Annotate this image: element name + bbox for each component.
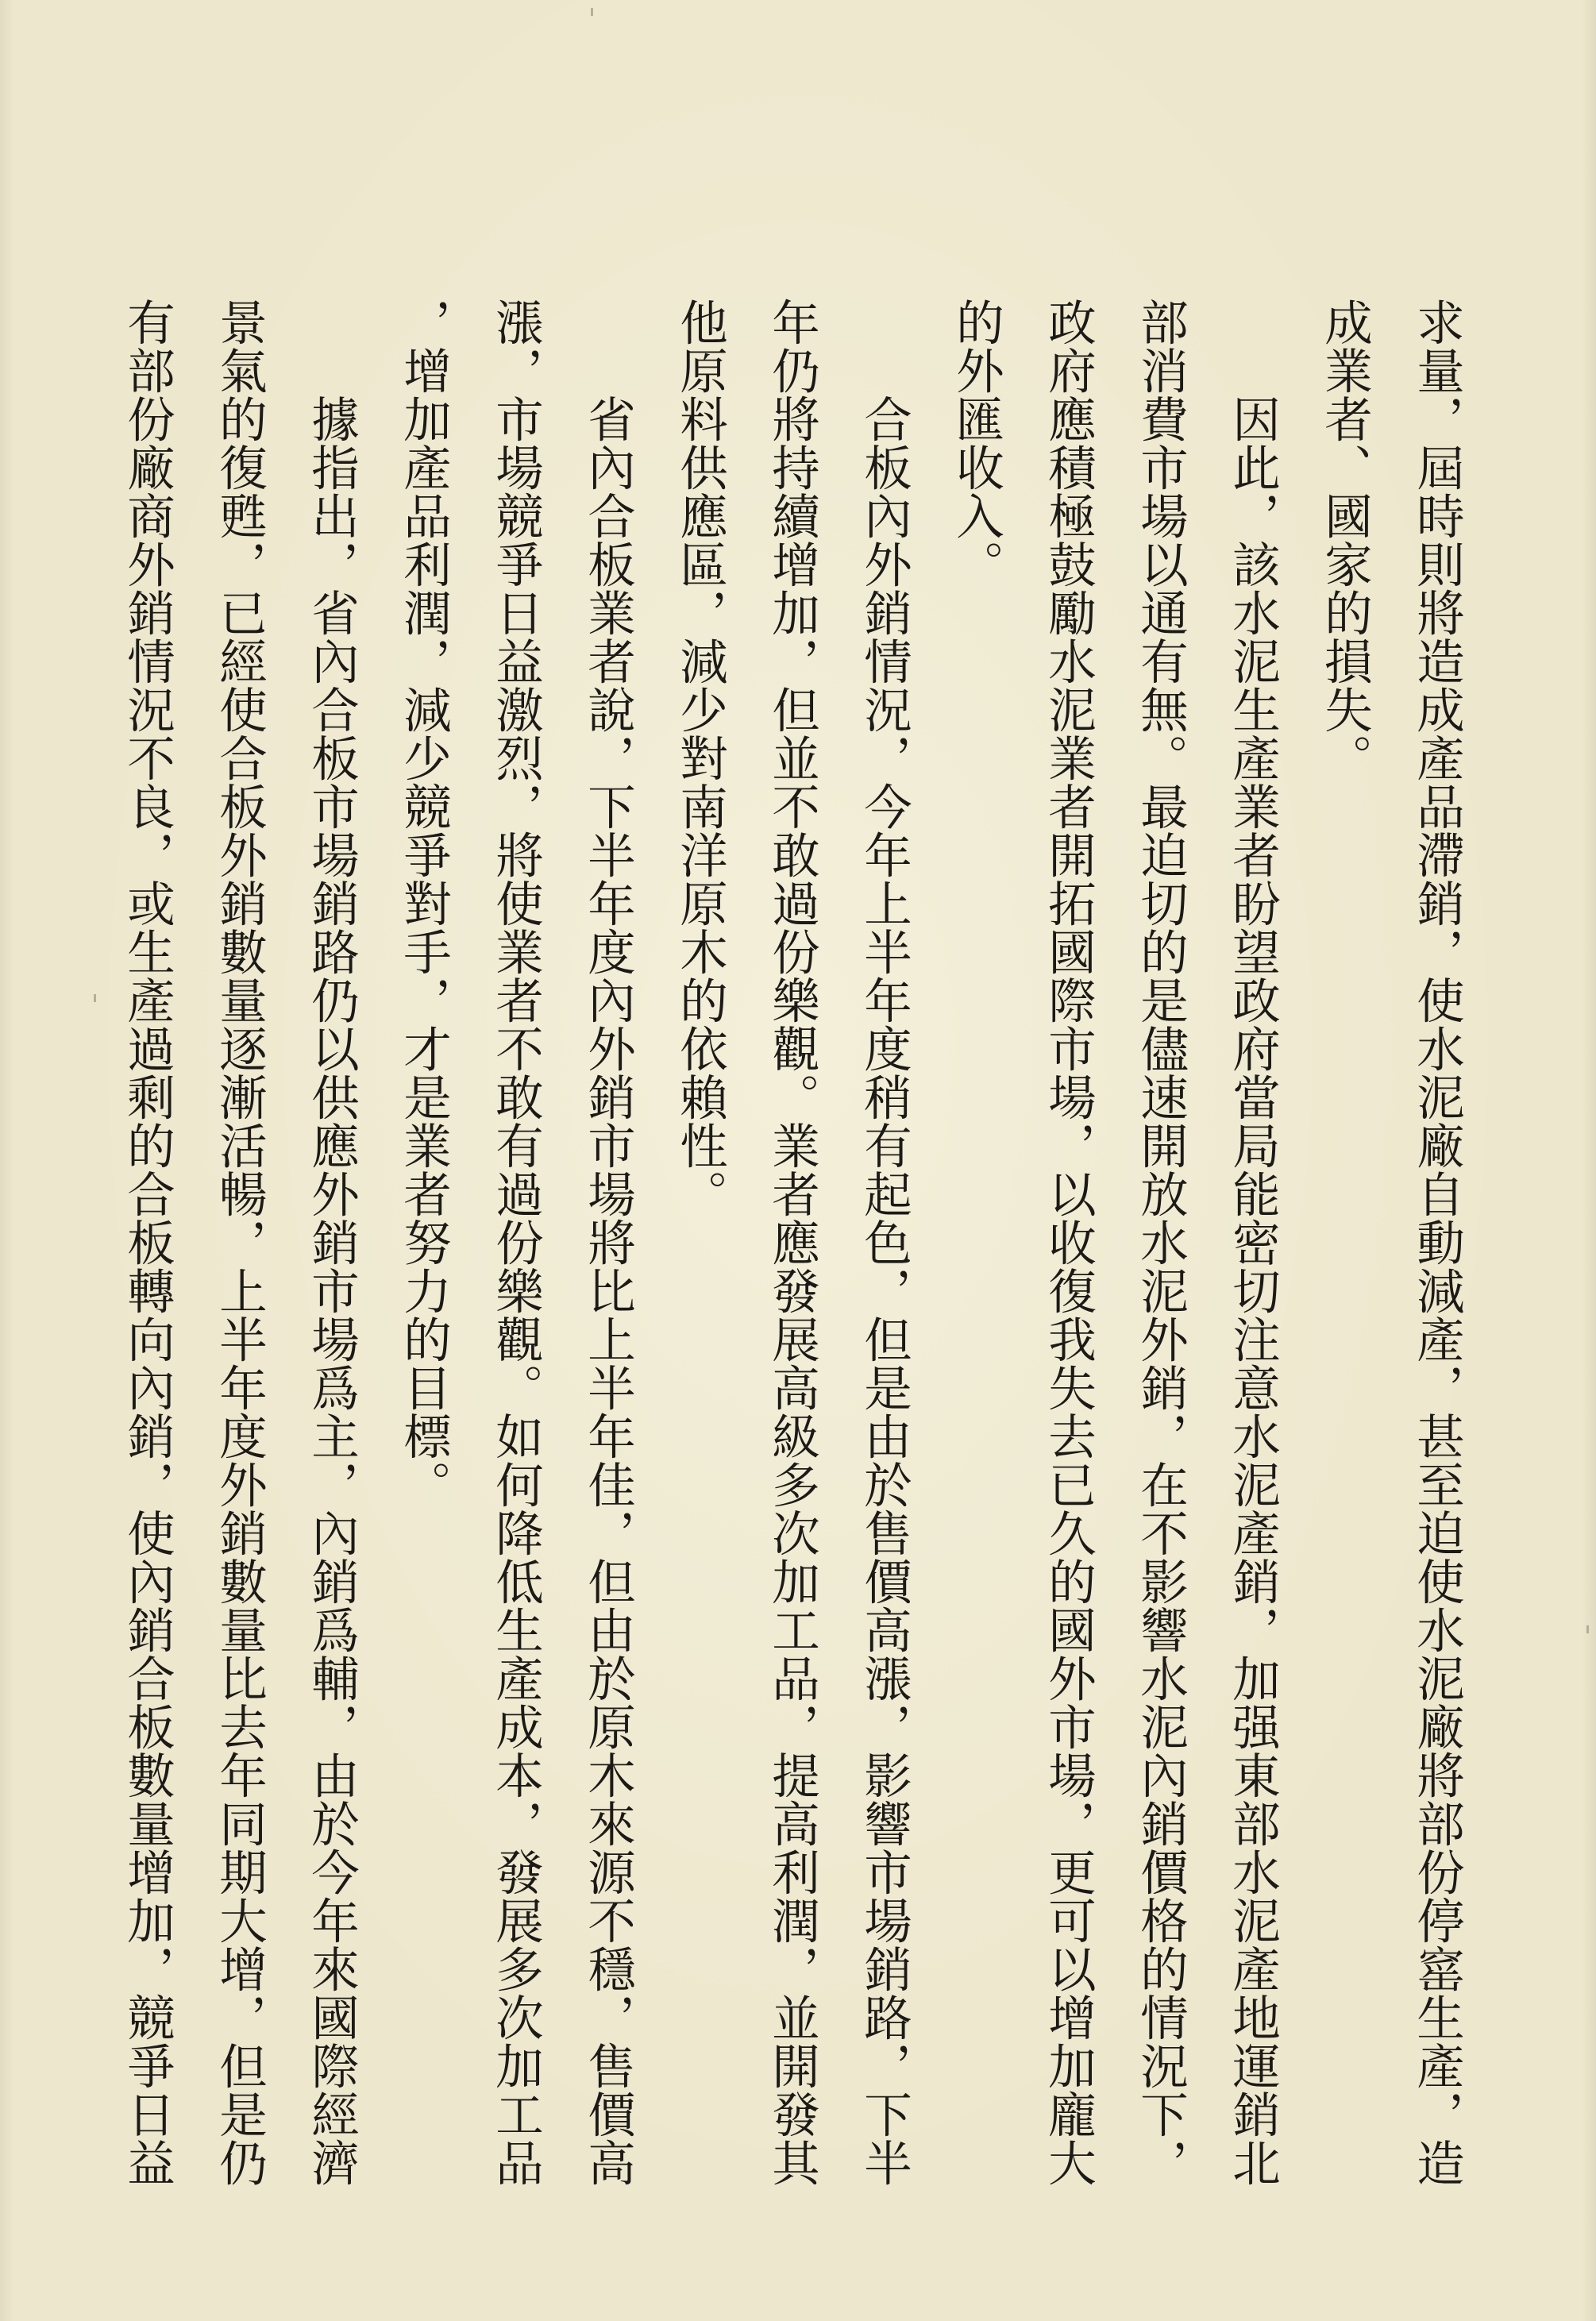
text-column-2: 成業者、國家的損失。: [1317, 298, 1372, 782]
text-column-9: 他原料供應區，減少對南洋原木的依賴性。: [672, 298, 727, 1218]
text-column-8: 年仍將持續增加，但並不敢過份樂觀。業者應發展高級多次加工品，提高利潤，並開發其: [764, 298, 819, 2187]
text-column-3: 因此，該水泥生產業者盼望政府當局能密切注意水泥產銷，加强東部水泥產地運銷北: [1224, 395, 1280, 2187]
scan-speck: [1586, 1625, 1589, 1633]
text-column-1: 求量，屆時則將造成產品滯銷，使水泥廠自動減產，甚至迫使水泥廠將部份停窰生產，造: [1409, 298, 1464, 2187]
text-column-4: 部消費市場以通有無。最迫切的是儘速開放水泥外銷，在不影響水泥內銷價格的情況下，: [1132, 298, 1188, 2187]
text-column-11: 漲，市場競爭日益激烈，將使業者不敢有過份樂觀。如何降低生產成本，發展多次加工品: [488, 298, 543, 2187]
scan-speck: [94, 994, 96, 1002]
text-column-10: 省內合板業者說，下半年度內外銷市場將比上半年佳，但由於原木來源不穩，售價高: [580, 395, 635, 2187]
text-column-14: 景氣的復甦，已經使合板外銷數量逐漸活暢，上半年度外銷數量比去年同期大增，但是仍: [211, 298, 267, 2187]
text-column-12: ，增加產品利潤，減少競爭對手，才是業者努力的目標。: [395, 298, 451, 1509]
text-column-7: 合板內外銷情況，今年上半年度稍有起色，但是由於售價高漲，影響市場銷路，下半: [856, 395, 912, 2187]
text-column-13: 據指出，省內合板市場銷路仍以供應外銷市場爲主，內銷爲輔，由於今年來國際經濟: [303, 395, 359, 2187]
text-column-6: 的外匯收入。: [948, 298, 1004, 588]
text-column-5: 政府應積極鼓勵水泥業者開拓國際市場，以收復我失去已久的國外市場，更可以增加龐大: [1040, 298, 1096, 2187]
scan-speck: [591, 8, 593, 16]
text-column-15: 有部份廠商外銷情況不良，或生產過剩的合板轉向內銷，使內銷合板數量增加，競爭日益: [119, 298, 175, 2187]
